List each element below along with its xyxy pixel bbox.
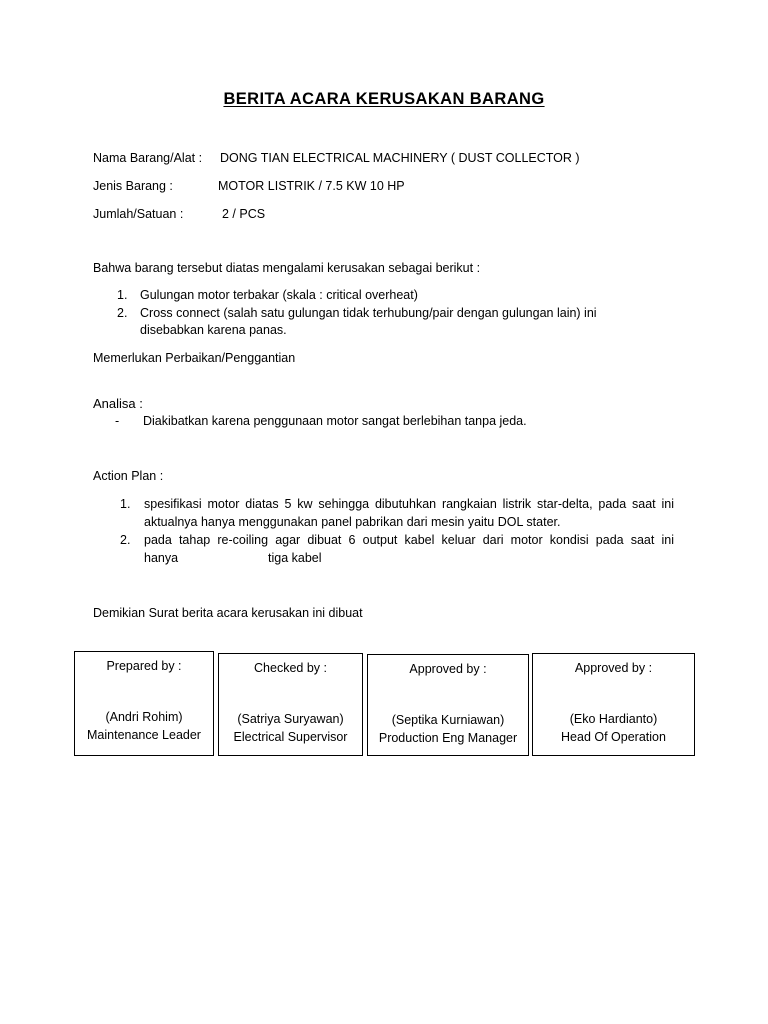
signature-box-approved-production — [367, 654, 529, 756]
jumlah-satuan-value: 2 / PCS — [222, 207, 266, 221]
signature-name: (Satriya Suryawan) — [237, 712, 344, 726]
action-item-text-continued: tiga kabel — [268, 551, 322, 565]
signature-box-approved-operation — [532, 653, 695, 756]
analisa-bullet: - — [115, 414, 120, 428]
action-item-text: spesifikasi motor diatas 5 kw sehingga dibutuhkan rangkaian listrik star-delta, pada saat ini — [144, 497, 674, 511]
signature-position: Electrical Supervisor — [233, 730, 348, 744]
document-title: BERITA ACARA KERUSAKAN BARANG — [223, 90, 545, 108]
action-item-text-continued: aktualnya hanya menggunakan panel pabrikan dari mesin yaitu DOL stater. — [144, 515, 561, 529]
signature-role: Approved by : — [409, 662, 487, 676]
signature-role: Approved by : — [574, 661, 653, 675]
intro-text: Bahwa barang tersebut diatas mengalami kerusakan sebagai berikut : — [93, 261, 481, 275]
jenis-barang-label: Jenis Barang : — [93, 179, 173, 193]
damage-item-text-continued: disebabkan karena panas. — [140, 323, 287, 337]
nama-barang-value: DONG TIAN ELECTRICAL MACHINERY ( DUST COLLECTOR ) — [220, 151, 580, 165]
signature-name: (Eko Hardianto) — [569, 712, 658, 726]
signature-name: (Andri Rohim) — [105, 710, 183, 724]
needs-text: Memerlukan Perbaikan/Penggantian — [93, 351, 296, 365]
analisa-heading: Analisa : — [93, 396, 143, 411]
nama-barang-label: Nama Barang/Alat : — [93, 151, 203, 165]
damage-item-text: Cross connect (salah satu gulungan tidak terhubung/pair dengan gulungan lain) ini — [140, 306, 597, 320]
closing-text: Demikian Surat berita acara kerusakan ini dibuat — [93, 606, 363, 620]
signature-box-checked — [218, 653, 363, 756]
signature-position: Head Of Operation — [561, 730, 666, 744]
action-item-number: 2. — [120, 533, 131, 547]
action-plan-heading: Action Plan : — [93, 469, 164, 483]
signature-position: Production Eng Manager — [378, 731, 518, 745]
signature-box-prepared — [74, 651, 214, 756]
analisa-text: Diakibatkan karena penggunaan motor sangat berlebihan tanpa jeda. — [143, 414, 527, 428]
action-item-number: 1. — [120, 497, 131, 511]
signature-role: Checked by : — [254, 661, 327, 675]
damage-item-text: Gulungan motor terbakar (skala : critical overheat) — [140, 288, 418, 302]
signature-role: Prepared by : — [106, 659, 182, 673]
action-item-text-continued: hanya — [144, 551, 179, 565]
damage-item-number: 1. — [117, 288, 128, 302]
signature-position: Maintenance Leader — [87, 728, 201, 742]
jumlah-satuan-label: Jumlah/Satuan : — [93, 207, 184, 221]
damage-item-number: 2. — [117, 306, 128, 320]
signature-name: (Septika Kurniawan) — [391, 713, 505, 727]
jenis-barang-value: MOTOR LISTRIK / 7.5 KW 10 HP — [218, 179, 405, 193]
action-item-text: pada tahap re-coiling agar dibuat 6 output kabel keluar dari motor kondisi pada saat ini — [144, 533, 674, 547]
